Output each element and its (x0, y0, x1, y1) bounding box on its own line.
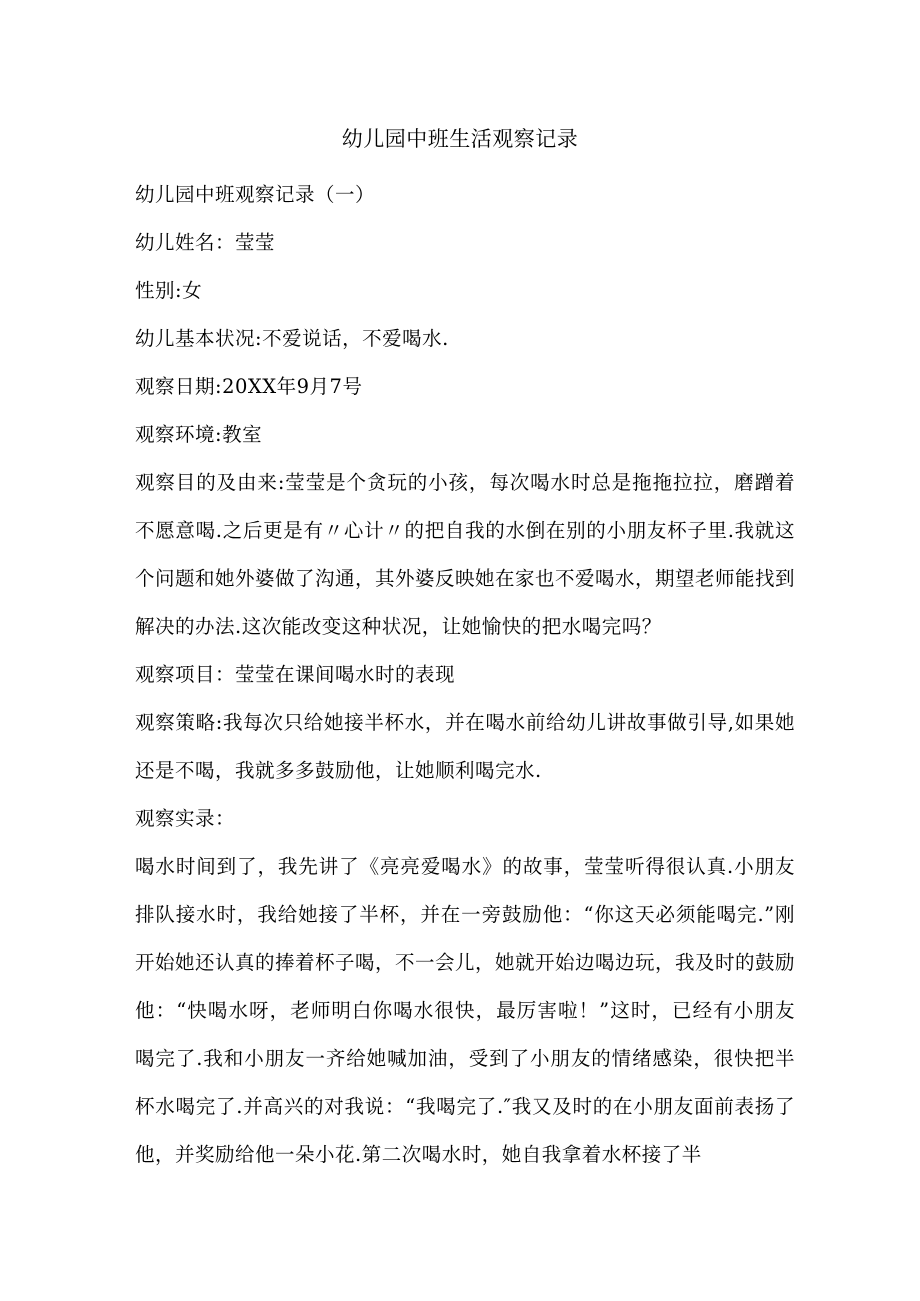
project-line: 观察项目：莹莹在课间喝水时的表现 (135, 663, 456, 686)
section-subtitle: 幼儿园中班观察记录（一） (135, 183, 376, 206)
gender-line: 性别:女 (135, 279, 203, 302)
document-body (135, 171, 795, 1179)
basic-status-line: 幼儿基本状况:不爱说话，不爱喝水. (135, 327, 449, 350)
environment-line: 观察环境:教室 (135, 423, 263, 446)
record-heading: 观察实录： (135, 807, 236, 830)
strategy-paragraph: 观察策略:我每次只给她接半杯水，并在喝水前给幼儿讲故事做引导,如果她还是不喝，我就多多鼓励他，让她顺利喝完水. (135, 711, 795, 782)
record-paragraph: 喝水时间到了，我先讲了《亮亮爱喝水》的故事，莹莹听得很认真.小朋友排队接水时，我给她接了半杯，并在一旁鼓励他：“你这天必须能喝完.”刚开始她还认真的捧着杯子喝，不一会儿，她就开始边喝边玩，我及时的鼓励他：“快喝水呀，老师明白你喝水很快，最厉害啦！”这时，已经有小朋友喝完了.我和小朋友一齐给她喊加油，受到了小朋友的情绪感染，很快把半杯水喝完了.并高兴的对我说：“我喝完了.″我又及时的在小朋友面前表扬了他，并奖励给他一朵小花.第二次喝水时，她自我拿着水杯接了半 (135, 855, 796, 1166)
child-name-line: 幼儿姓名：莹莹 (135, 231, 276, 254)
purpose-paragraph: 观察目的及由来:莹莹是个贪玩的小孩，每次喝水时总是拖拖拉拉，磨蹭着不愿意喝.之后更是有〃心计〃的把自我的水倒在别的小朋友杯子里.我就这个问题和她外婆做了沟通，其外婆反映她在家也不爱喝水，期望老师能找到解决的办法.这次能改变这种状况，让她愉快的把水喝完吗？ (135, 471, 796, 638)
document-title: 幼儿园中班生活观察记录 (341, 127, 579, 151)
date-line: 观察日期:20XX年9月7号 (135, 375, 363, 398)
